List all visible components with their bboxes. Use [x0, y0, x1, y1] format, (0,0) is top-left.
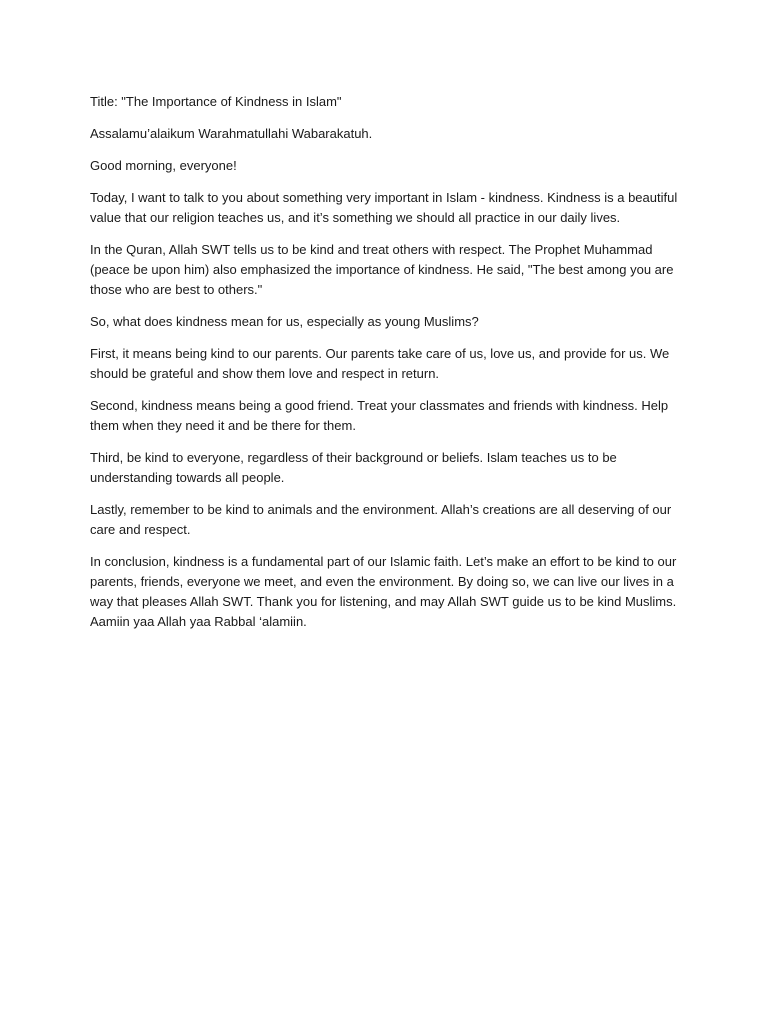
paragraph-second: Second, kindness means being a good friend. Treat your classmates and friends with kindness. Help them when they need it and be there for them. [90, 398, 669, 433]
paragraph-third: Third, be kind to everyone, regardless of their background or beliefs. Islam teaches us to be understanding towards all people. [90, 450, 617, 485]
paragraph-lastly: Lastly, remember to be kind to animals and the environment. Allah’s creations are all deserving of our care and respect. [90, 502, 672, 537]
document-title: Title: "The Importance of Kindness in Islam" [90, 94, 342, 109]
paragraph-conclusion: In conclusion, kindness is a fundamental part of our Islamic faith. Let’s make an effort to be kind to our parents, friends, everyone we meet, and even the environment. By doing so, we can live our lives in a way that pleases Allah SWT. Thank you for listening, and may Allah SWT guide us to be kind Muslims. Aamiin yaa Allah yaa Rabbal ‘alamiin. [90, 554, 677, 629]
document-page [90, 92, 680, 644]
paragraph-quran: In the Quran, Allah SWT tells us to be kind and treat others with respect. The Prophet Muhammad (peace be upon him) also emphasized the importance of kindness. He said, "The best among you are those who are best to others." [90, 242, 674, 297]
greeting-salam: Assalamu’alaikum Warahmatullahi Wabarakatuh. [90, 126, 373, 141]
paragraph-question: So, what does kindness mean for us, especially as young Muslims? [90, 314, 479, 329]
greeting-morning: Good morning, everyone! [90, 158, 237, 173]
paragraph-first: First, it means being kind to our parents. Our parents take care of us, love us, and provide for us. We should be grateful and show them love and respect in return. [90, 346, 670, 381]
paragraph-intro: Today, I want to talk to you about something very important in Islam - kindness. Kindness is a beautiful value that our religion teaches us, and it’s something we should all practice in our daily lives. [90, 190, 678, 225]
